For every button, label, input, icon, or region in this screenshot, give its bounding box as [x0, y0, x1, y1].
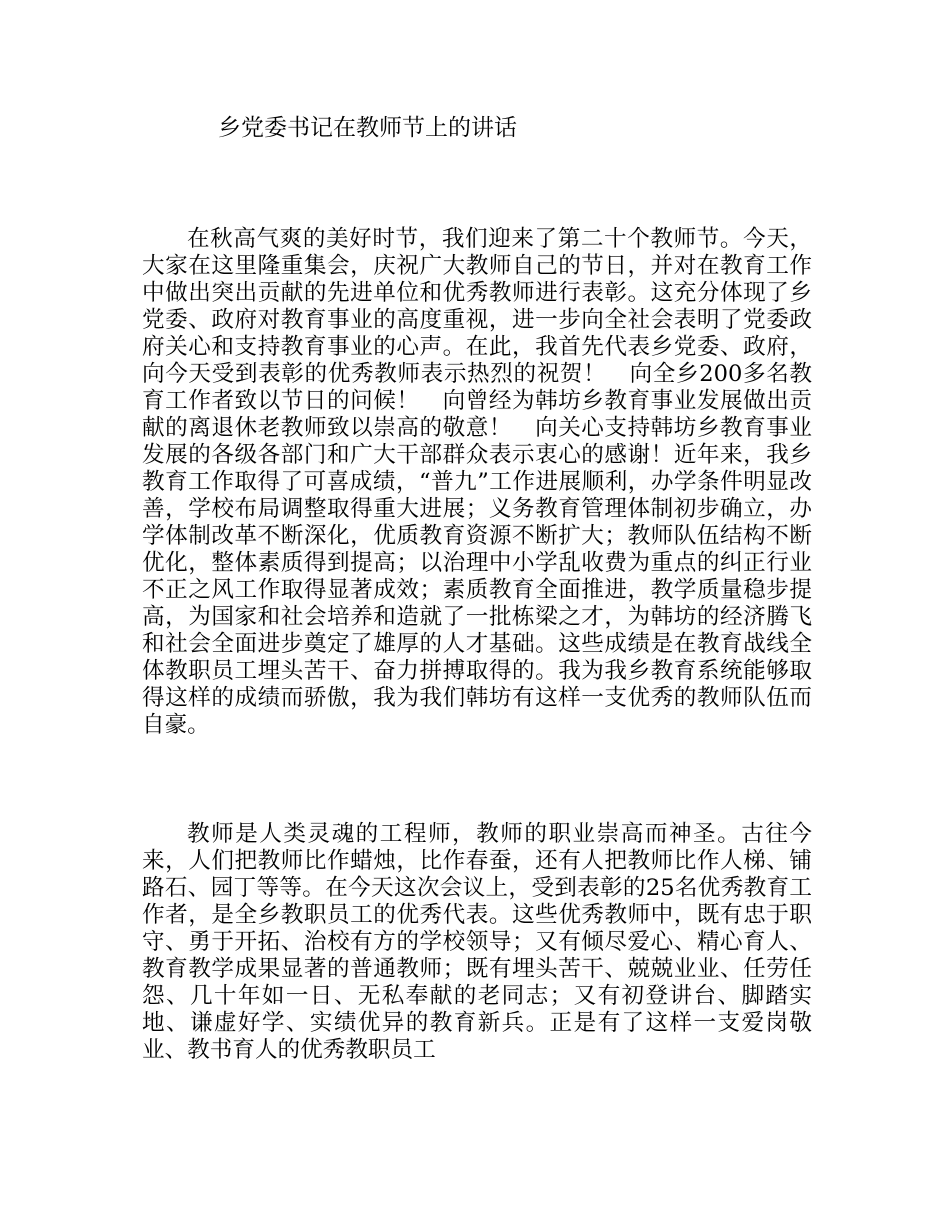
body-paragraph: 在秋高气爽的美好时节，我们迎来了第二十个教师节。今天，大家在这里隆重集会，庆祝广大教师自己的节日，并对在教育工作中做出突出贡献的先进单位和优秀教师进行表彰。这充分体现了乡党委、政府对教育事业的高度重视，进一步向全社会表明了党委政府关心和支持教育事业的心声。在此，我首先代表乡党委、政府，向今天受到表彰的优秀教师表示热烈的祝贺！ 向全乡200多名教育工作者致以节日的问候！ 向曾经为韩坊乡教育事业发展做出贡献的离退休老教师致以崇高的敬意！ 向关心支持韩坊乡教育事业发展的各级各部门和广大干部群众表示衷心的感谢！近年来，我乡教育工作取得了可喜成绩，“普九”工作进展顺利，办学条件明显改善，学校布局调整取得重大进展；义务教育管理体制初步确立，办学体制改革不断深化，优质教育资源不断扩大；教师队伍结构不断优化，整体素质得到提高；以治理中小学乱收费为重点的纠正行业不正之风工作取得显著成效；素质教育全面推进，教学质量稳步提高，为国家和社会培养和造就了一批栋梁之才，为韩坊的经济腾飞和社会全面进步奠定了雄厚的人才基础。这些成绩是在教育战线全体教职员工埋头苦干、奋力拼搏取得的。我为我乡教育系统能够取得这样的成绩而骄傲，我为我们韩坊有这样一支优秀的教师队伍而自豪。	[142, 226, 812, 738]
document-title: 乡党委书记在教师节上的讲话	[218, 115, 517, 141]
document-body	[142, 226, 812, 1064]
body-paragraph: 教师是人类灵魂的工程师，教师的职业崇高而神圣。古往今来，人们把教师比作蜡烛，比作春蚕，还有人把教师比作人梯、铺路石、园丁等等。在今天这次会议上，受到表彰的25名优秀教育工作者，是全乡教职员工的优秀代表。这些优秀教师中，既有忠于职守、勇于开拓、治校有方的学校领导；又有倾尽爱心、精心育人、教育教学成果显著的普通教师；既有埋头苦干、兢兢业业、任劳任怨、几十年如一日、无私奉献的老同志；又有初登讲台、脚踏实地、谦虚好学、实绩优异的教育新兵。正是有了这样一支爱岗敬业、教书育人的优秀教职员工	[142, 821, 812, 1063]
